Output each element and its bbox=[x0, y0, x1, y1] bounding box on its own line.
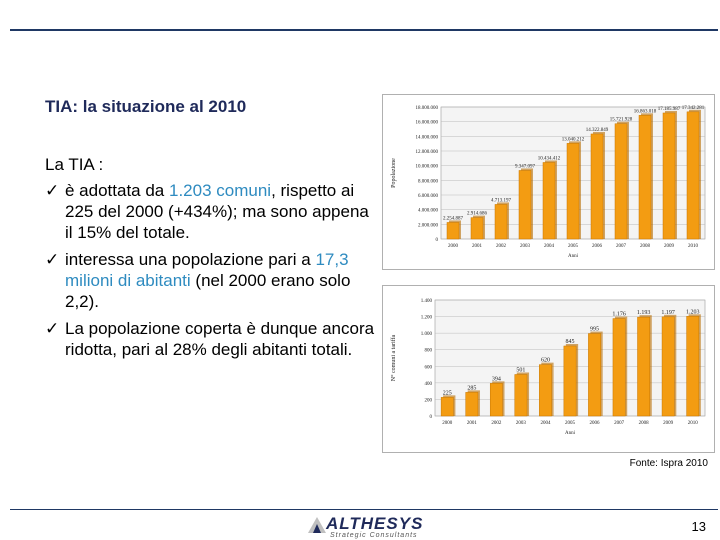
bullet-highlight: 17,3 milioni di abitanti bbox=[65, 250, 349, 290]
bar bbox=[539, 365, 551, 416]
municipalities-chart bbox=[382, 285, 715, 453]
data-label: 4.713.197 bbox=[491, 198, 511, 204]
x-tick-label: 2005 bbox=[565, 421, 575, 426]
x-tick-label: 2010 bbox=[688, 244, 698, 249]
x-tick-label: 2007 bbox=[614, 421, 625, 426]
data-label: 225 bbox=[442, 390, 452, 397]
y-axis-label: N° comuni a tariffa bbox=[391, 334, 397, 382]
data-label: 845 bbox=[565, 338, 575, 345]
data-label: 9.347.097 bbox=[515, 164, 535, 170]
bar bbox=[591, 134, 603, 239]
x-tick-label: 2002 bbox=[491, 421, 502, 426]
x-axis-label: Anni bbox=[565, 431, 575, 436]
y-tick-label: 4.000.000 bbox=[418, 208, 438, 214]
bar bbox=[615, 124, 627, 239]
logo-subtitle: Strategic Consultants bbox=[330, 532, 418, 539]
bar bbox=[471, 218, 483, 239]
bullet-item bbox=[45, 318, 375, 360]
y-tick-label: 18.000.000 bbox=[415, 106, 438, 111]
bar bbox=[441, 397, 453, 416]
data-label: 13.040.212 bbox=[561, 137, 585, 143]
y-tick-label: 1.400 bbox=[420, 299, 432, 304]
y-axis-label: Popolazione bbox=[391, 158, 397, 188]
x-tick-label: 2004 bbox=[544, 244, 554, 249]
y-tick-label: 0 bbox=[429, 415, 432, 420]
bar bbox=[466, 392, 478, 416]
bar bbox=[519, 170, 531, 239]
data-label: 15.721.928 bbox=[609, 117, 633, 123]
x-tick-label: 2010 bbox=[687, 421, 698, 426]
y-tick-label: 8.000.000 bbox=[418, 179, 438, 185]
check-icon: ✓ bbox=[45, 250, 60, 269]
bullet-text: interessa una popolazione pari a bbox=[65, 250, 316, 269]
bar bbox=[687, 112, 699, 239]
bar bbox=[613, 319, 625, 416]
x-tick-label: 2008 bbox=[640, 244, 650, 249]
bullet-text: , rispetto ai 225 del 2000 (+434%); ma sono appena il 15% del totale. bbox=[65, 181, 369, 242]
y-tick-label: 2.000.000 bbox=[418, 223, 438, 229]
x-axis-label: Anni bbox=[568, 254, 578, 259]
x-tick-label: 2003 bbox=[515, 421, 526, 426]
y-tick-label: 1.000 bbox=[420, 332, 432, 338]
bar bbox=[588, 334, 600, 416]
y-tick-label: 12.000.000 bbox=[415, 150, 438, 155]
x-tick-label: 2002 bbox=[496, 244, 506, 249]
data-label: 16.863.018 bbox=[633, 109, 657, 115]
check-icon: ✓ bbox=[45, 181, 60, 200]
logo-text: ALTHESYS bbox=[326, 514, 424, 533]
bar bbox=[515, 374, 527, 416]
top-rule bbox=[10, 29, 718, 31]
x-tick-label: 2003 bbox=[520, 244, 530, 249]
population-chart bbox=[382, 94, 715, 270]
population-chart-svg bbox=[383, 95, 714, 269]
x-tick-label: 2005 bbox=[568, 244, 578, 249]
y-tick-label: 0 bbox=[435, 238, 438, 243]
bar bbox=[662, 317, 674, 416]
y-tick-label: 1.200 bbox=[420, 315, 432, 321]
x-tick-label: 2001 bbox=[466, 421, 477, 426]
bar bbox=[567, 143, 579, 239]
bar bbox=[687, 316, 699, 416]
y-tick-label: 600 bbox=[424, 365, 432, 371]
company-logo bbox=[308, 514, 424, 540]
data-label: 394 bbox=[491, 376, 501, 383]
bullet-text: La popolazione coperta è dunque ancora ridotta, pari al 28% degli abitanti totali. bbox=[65, 319, 375, 359]
y-tick-label: 800 bbox=[424, 348, 432, 354]
data-label: 1.176 bbox=[612, 311, 626, 318]
data-label: 1.203 bbox=[685, 309, 700, 316]
x-tick-label: 2000 bbox=[448, 244, 458, 249]
x-tick-label: 2008 bbox=[638, 421, 649, 426]
bar bbox=[638, 317, 650, 416]
x-tick-label: 2004 bbox=[540, 421, 551, 426]
y-tick-label: 10.000.000 bbox=[415, 164, 438, 170]
bar bbox=[495, 204, 507, 239]
x-tick-label: 2009 bbox=[664, 244, 674, 249]
bullet-item bbox=[45, 180, 375, 243]
data-label: 285 bbox=[467, 385, 477, 392]
municipalities-chart-svg bbox=[383, 286, 714, 452]
x-tick-label: 2006 bbox=[592, 244, 602, 249]
bullet-item bbox=[45, 249, 375, 312]
bar bbox=[564, 346, 576, 416]
data-label: 995 bbox=[590, 326, 600, 333]
data-label: 2.254.887 bbox=[443, 216, 463, 222]
data-label: 17.342.281 bbox=[681, 105, 705, 111]
data-label: 501 bbox=[516, 367, 526, 374]
bullet-highlight: 1.203 comuni bbox=[168, 181, 272, 200]
page-number: 13 bbox=[691, 519, 706, 534]
x-tick-label: 2009 bbox=[663, 421, 674, 426]
bottom-rule bbox=[10, 509, 718, 510]
y-tick-label: 6.000.000 bbox=[418, 194, 438, 199]
logo-mark-icon bbox=[308, 517, 326, 533]
data-label: 2.914.686 bbox=[467, 211, 487, 217]
y-tick-label: 14.000.000 bbox=[415, 135, 438, 141]
data-label: 14.322.849 bbox=[585, 127, 609, 133]
source-note: Fonte: Ispra 2010 bbox=[629, 458, 708, 469]
y-tick-label: 200 bbox=[424, 398, 432, 404]
slide-title: TIA: la situazione al 2010 bbox=[45, 97, 247, 116]
x-tick-label: 2007 bbox=[616, 244, 626, 249]
x-tick-label: 2000 bbox=[442, 421, 453, 426]
bar bbox=[543, 162, 555, 239]
data-label: 1.193 bbox=[636, 310, 651, 317]
data-label: 17.185.987 bbox=[657, 106, 681, 112]
bullet-text: è adottata da bbox=[65, 181, 169, 200]
bar bbox=[663, 113, 675, 239]
y-tick-label: 16.000.000 bbox=[415, 120, 438, 126]
data-label: 620 bbox=[540, 357, 550, 364]
bullet-text: (nel 2000 erano solo 2,2). bbox=[65, 271, 351, 311]
bar bbox=[639, 115, 651, 239]
x-tick-label: 2006 bbox=[589, 421, 600, 426]
x-tick-label: 2001 bbox=[472, 244, 482, 249]
data-label: 10.434.412 bbox=[537, 156, 561, 162]
data-label: 1.197 bbox=[661, 309, 675, 316]
y-tick-label: 400 bbox=[424, 381, 432, 387]
bar bbox=[490, 383, 502, 416]
bar bbox=[447, 222, 459, 239]
intro-text: La TIA : bbox=[45, 155, 104, 174]
bullet-list bbox=[45, 180, 375, 366]
check-icon: ✓ bbox=[45, 319, 60, 338]
